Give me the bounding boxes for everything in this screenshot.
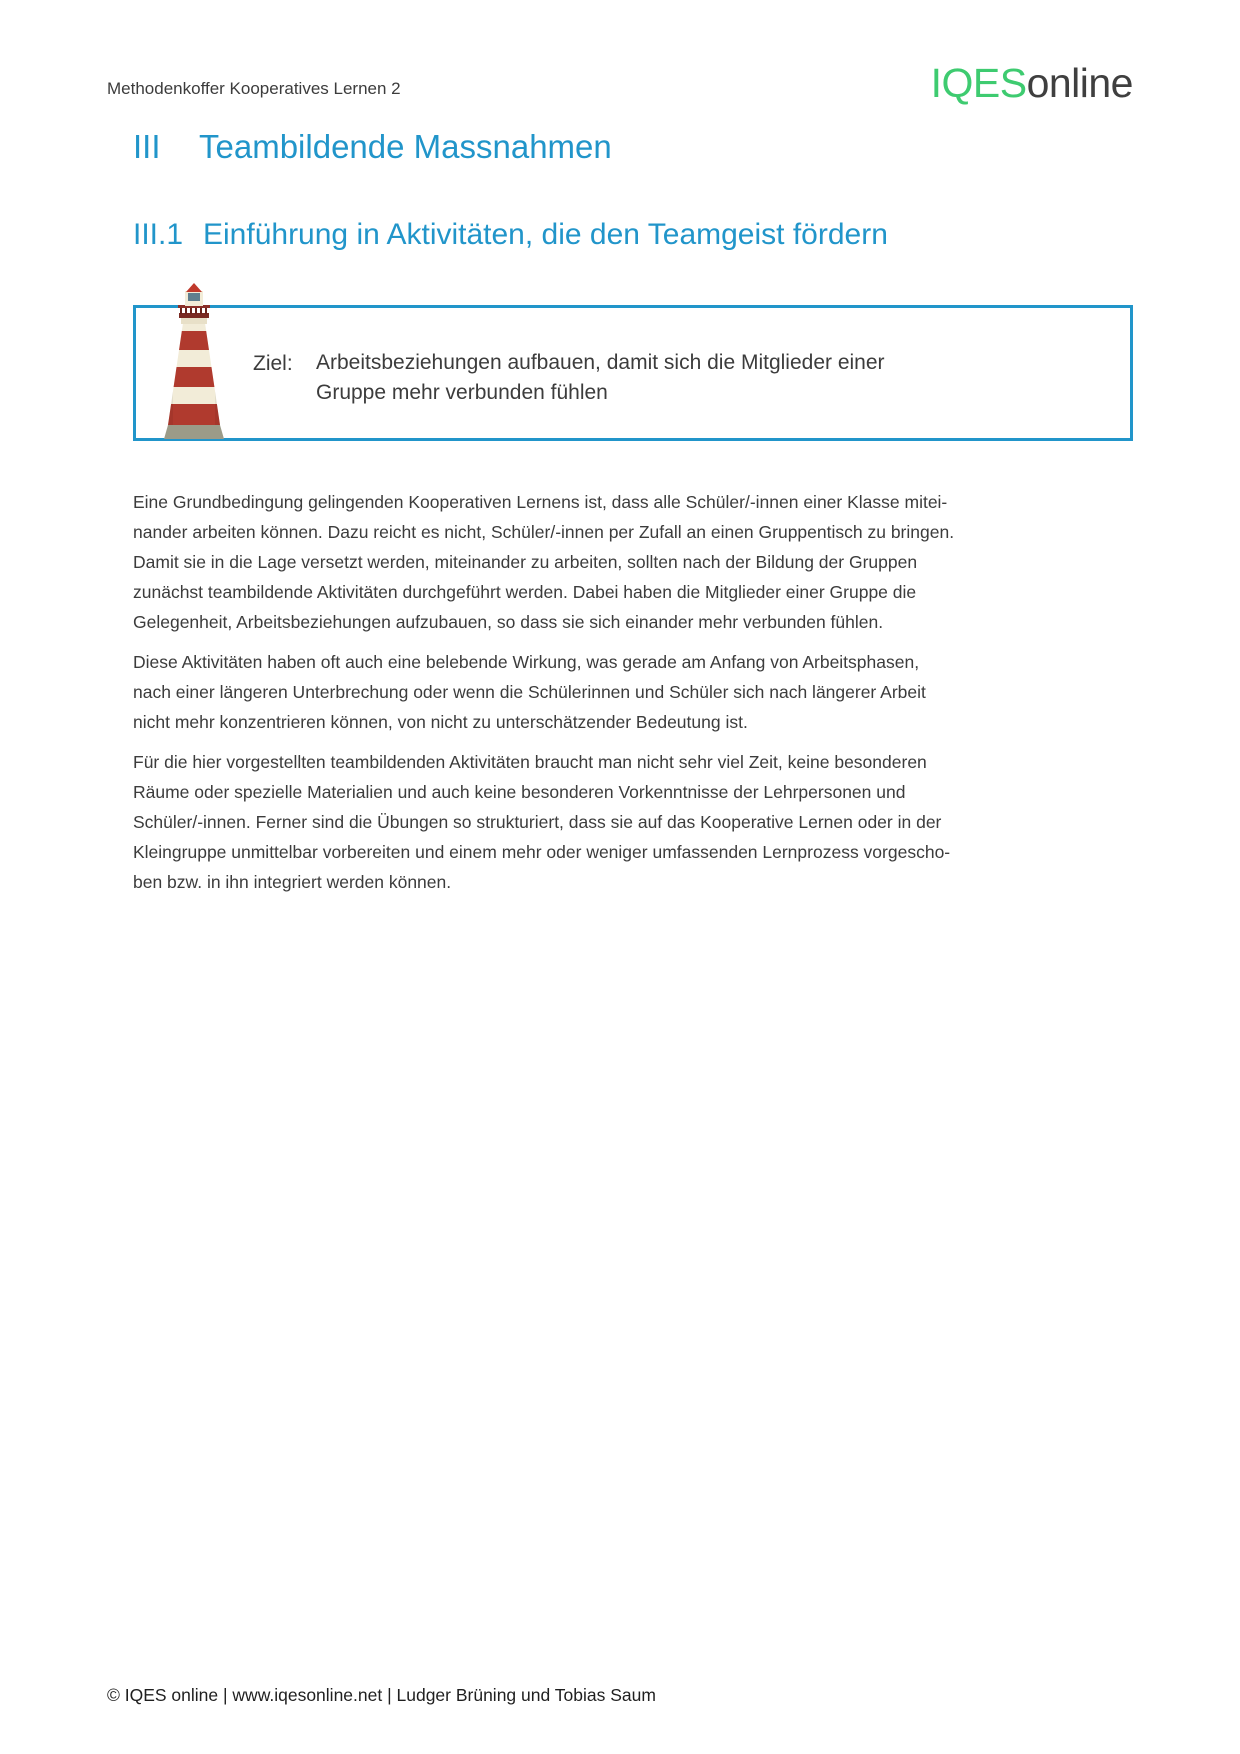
text-line: nicht mehr konzentrieren können, von nicht zu unterschätzender Bedeutung ist. — [133, 712, 748, 732]
text-line: Räume oder spezielle Materialien und auch keine besonderen Vorkenntnisse der Lehrpersonen und — [133, 782, 906, 802]
paragraph-3 — [133, 747, 1143, 897]
text-line: Schüler/-innen. Ferner sind die Übungen so strukturiert, dass sie auf das Kooperative Lernen oder in der — [133, 812, 942, 832]
goal-text — [316, 348, 1100, 408]
iqes-online-logo — [931, 60, 1133, 107]
section-title: Einführung in Aktivitäten, die den Teamgeist fördern — [203, 218, 888, 251]
text-line: Kleingruppe unmittelbar vorbereiten und einem mehr oder weniger umfassenden Lernprozess vorgescho- — [133, 842, 951, 862]
text-line: zunächst teambildende Aktivitäten durchgeführt werden. Dabei haben die Mitglieder einer Gruppe die — [133, 582, 917, 602]
goal-label: Ziel: — [253, 352, 293, 375]
goal-text-line: Arbeitsbeziehungen aufbauen, damit sich die Mitglieder einer — [316, 351, 885, 374]
page-footer: © IQES online | www.iqesonline.net | Ludger Brüning und Tobias Saum — [107, 1685, 656, 1705]
text-line: Damit sie in die Lage versetzt werden, miteinander zu arbeiten, sollten nach der Bildung der Gruppen — [133, 552, 918, 572]
section-heading — [133, 218, 888, 252]
text-line: Gelegenheit, Arbeitsbeziehungen aufzubauen, so dass sie sich einander mehr verbunden fühlen. — [133, 612, 884, 632]
logo-text-iqes: IQES — [930, 60, 1027, 106]
body-text — [133, 487, 1143, 907]
text-line: ben bzw. in ihn integriert werden können. — [133, 872, 452, 892]
paragraph-2 — [133, 647, 1143, 737]
text-line: nach einer längeren Unterbrechung oder wenn die Schülerinnen und Schüler sich nach längerer Arbeit — [133, 682, 926, 702]
document-header-title: Methodenkoffer Kooperatives Lernen 2 — [107, 79, 401, 98]
text-line: Diese Aktivitäten haben oft auch eine belebende Wirkung, was gerade am Anfang von Arbeitsphasen, — [133, 652, 920, 672]
goal-row — [253, 348, 1100, 408]
text-line: Für die hier vorgestellten teambildenden Aktivitäten braucht man nicht sehr viel Zeit, keine besonderen — [133, 752, 927, 772]
chapter-title: Teambildende Massnahmen — [199, 128, 612, 165]
text-line: nander arbeiten können. Dazu reicht es nicht, Schüler/-innen per Zufall an einen Gruppentisch zu bringen. — [133, 522, 955, 542]
chapter-heading — [133, 128, 612, 166]
paragraph-1 — [133, 487, 1143, 637]
logo-text-online: online — [1026, 60, 1133, 106]
goal-text-line: Gruppe mehr verbunden fühlen — [316, 381, 608, 404]
lighthouse-icon — [154, 283, 234, 441]
text-line: Eine Grundbedingung gelingenden Kooperativen Lernens ist, dass alle Schüler/-innen einer Klasse mitei- — [133, 492, 948, 512]
chapter-number: III — [133, 128, 161, 165]
goal-box — [133, 305, 1133, 441]
section-number: III.1 — [133, 218, 184, 251]
